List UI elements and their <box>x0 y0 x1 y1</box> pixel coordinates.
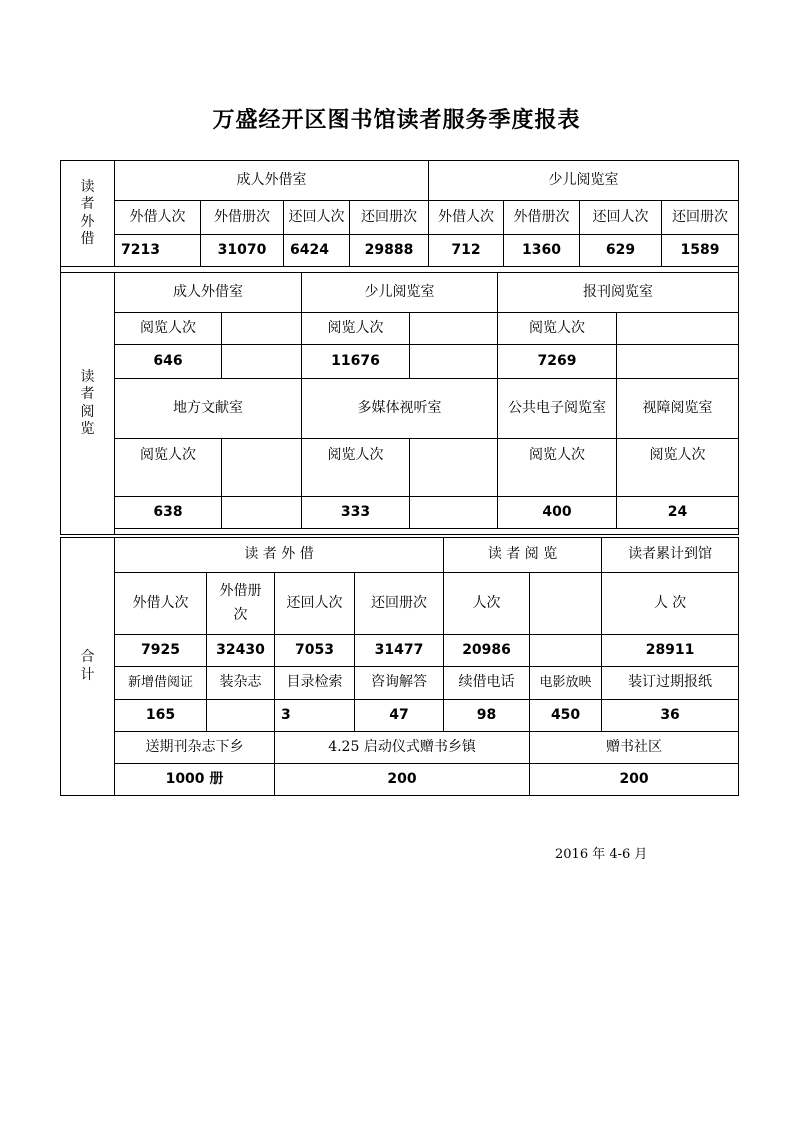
value-cell: 712 <box>429 235 504 267</box>
event-label: 4.25 启动仪式赠书乡镇 <box>275 732 530 764</box>
value-cell: 98 <box>444 700 530 732</box>
value-cell: 7053 <box>275 635 355 667</box>
value-cell: 450 <box>530 700 602 732</box>
value-cell: 7925 <box>115 635 207 667</box>
service-label: 咨询解答 <box>355 667 444 700</box>
value-cell: 165 <box>115 700 207 732</box>
borrow-side-label: 读 者 外 借 <box>61 161 115 267</box>
empty-cell <box>222 497 302 529</box>
col-header: 阅览人次 <box>115 439 222 497</box>
value-cell: 400 <box>498 497 617 529</box>
empty-cell <box>222 345 302 379</box>
col-header: 还回人次 <box>284 201 350 235</box>
col-header: 人次 <box>444 573 530 635</box>
empty-cell <box>410 313 498 345</box>
read-room-header: 地方文献室 <box>115 379 302 439</box>
service-label: 电影放映 <box>530 667 602 700</box>
service-label: 续借电话 <box>444 667 530 700</box>
col-header: 人 次 <box>602 573 739 635</box>
service-label: 装订过期报纸 <box>602 667 739 700</box>
value-cell: 629 <box>580 235 662 267</box>
empty-cell <box>530 573 602 635</box>
service-label: 目录检索 <box>275 667 355 700</box>
value-cell: 31477 <box>355 635 444 667</box>
col-header: 阅览人次 <box>115 313 222 345</box>
value-cell: 36 <box>602 700 739 732</box>
col-header: 阅览人次 <box>302 313 410 345</box>
empty-cell <box>410 439 498 497</box>
service-label: 装杂志 <box>207 667 275 700</box>
col-header: 外借册次 <box>504 201 580 235</box>
value-cell: 7213 <box>115 235 201 267</box>
value-cell: 24 <box>617 497 739 529</box>
col-header: 外借册 次 <box>207 573 275 635</box>
col-header: 还回人次 <box>580 201 662 235</box>
col-header: 阅览人次 <box>617 439 739 497</box>
read-room-header: 多媒体视听室 <box>302 379 498 439</box>
empty-cell <box>410 345 498 379</box>
group-header: 读 者 外 借 <box>115 538 444 573</box>
value-cell: 32430 <box>207 635 275 667</box>
value-cell: 1360 <box>504 235 580 267</box>
borrow-table <box>60 160 739 273</box>
read-room-header: 报刊阅览室 <box>498 273 739 313</box>
value-cell: 11676 <box>302 345 410 379</box>
read-room-header: 少儿阅览室 <box>302 273 498 313</box>
value-cell: 7269 <box>498 345 617 379</box>
value-cell: 333 <box>302 497 410 529</box>
value-cell: 20986 <box>444 635 530 667</box>
total-table <box>60 537 739 796</box>
borrow-child-room-header: 少儿阅览室 <box>429 161 739 201</box>
col-header: 外借人次 <box>429 201 504 235</box>
read-room-header: 视障阅览室 <box>617 379 739 439</box>
col-header: 阅览人次 <box>302 439 410 497</box>
service-label: 新增借阅证 <box>115 667 207 700</box>
value-cell: 29888 <box>350 235 429 267</box>
col-header: 阅览人次 <box>498 313 617 345</box>
empty-cell <box>222 313 302 345</box>
section-divider <box>115 529 739 535</box>
col-header: 还回册次 <box>662 201 739 235</box>
value-cell: 31070 <box>201 235 284 267</box>
value-cell: 200 <box>530 764 739 796</box>
empty-cell <box>617 345 739 379</box>
empty-cell <box>530 635 602 667</box>
group-header: 读 者 阅 览 <box>444 538 602 573</box>
col-header: 外借人次 <box>115 201 201 235</box>
col-header: 还回人次 <box>275 573 355 635</box>
total-side-label: 合 计 <box>61 538 115 796</box>
report-period: 2016 年 4-6 月 <box>555 847 648 862</box>
value-cell <box>207 700 275 732</box>
value-cell: 47 <box>355 700 444 732</box>
value-cell: 646 <box>115 345 222 379</box>
page-title: 万盛经开区图书馆读者服务季度报表 <box>212 107 581 133</box>
value-cell: 28911 <box>602 635 739 667</box>
value-cell: 200 <box>275 764 530 796</box>
group-header: 读者累计到馆 <box>602 538 739 573</box>
read-room-header: 公共电子阅览室 <box>498 379 617 439</box>
value-cell: 1589 <box>662 235 739 267</box>
read-table <box>60 272 739 535</box>
col-header: 阅览人次 <box>498 439 617 497</box>
borrow-adult-room-header: 成人外借室 <box>115 161 429 201</box>
empty-cell <box>222 439 302 497</box>
value-cell: 1000 册 <box>115 764 275 796</box>
event-label: 赠书社区 <box>530 732 739 764</box>
event-label: 送期刊杂志下乡 <box>115 732 275 764</box>
read-side-label: 读 者 阅 览 <box>61 273 115 535</box>
value-cell: 3 <box>275 700 355 732</box>
empty-cell <box>410 497 498 529</box>
col-header: 还回册次 <box>350 201 429 235</box>
read-room-header: 成人外借室 <box>115 273 302 313</box>
empty-cell <box>617 313 739 345</box>
col-header: 外借册次 <box>201 201 284 235</box>
col-header: 外借人次 <box>115 573 207 635</box>
col-header: 还回册次 <box>355 573 444 635</box>
value-cell: 638 <box>115 497 222 529</box>
value-cell: 6424 <box>284 235 350 267</box>
